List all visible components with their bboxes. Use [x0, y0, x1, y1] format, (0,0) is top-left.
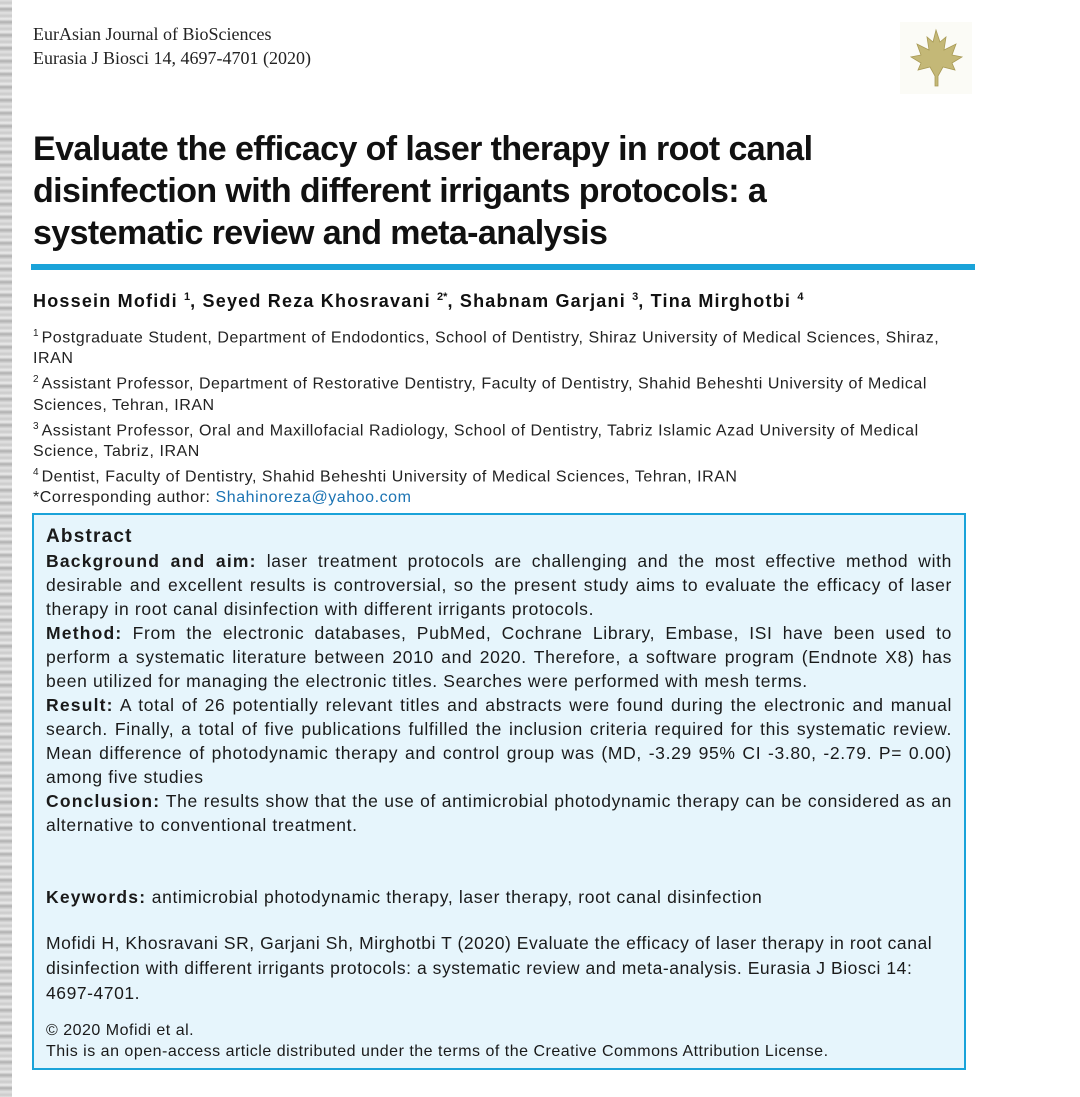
- result-label: Result:: [46, 695, 114, 715]
- background-text: laser treatment protocols are challenging and the most effective method with desirable and excellent results is controversial, so the present study aims to evaluate the efficacy of laser therapy in root canal disinfection with different irrigants protocols.: [46, 551, 953, 619]
- license-line: This is an open-access article distributed under the terms of the Creative Commons Attribution License.: [46, 1043, 829, 1060]
- conclusion-text: The results show that the use of antimicrobial photodynamic therapy can be considered as an alternative to conventional treatment.: [46, 791, 952, 835]
- result-text: A total of 26 potentially relevant titles and abstracts were found during the electronic and manual search. Finally, a total of five publications fulfilled the inclusion criteria required for this systematic review. Mean difference of photodynamic therapy and control group was (MD, -3.29 95% CI -3.80, -2.79. P= 0.00) among five studies: [46, 695, 952, 787]
- corresponding-author: [33, 487, 953, 508]
- abstract-heading: Abstract: [46, 526, 133, 547]
- abstract-result: [46, 693, 952, 789]
- page-edge-scan-strip: [0, 0, 12, 1097]
- title-divider: [31, 264, 975, 270]
- corresponding-label: *Corresponding author:: [33, 489, 211, 507]
- affiliation-sup: 1: [33, 328, 39, 339]
- journal-citation: Eurasia J Biosci 14, 4697-4701 (2020): [33, 48, 311, 68]
- maple-leaf-icon: [900, 22, 972, 94]
- article-title: Evaluate the efficacy of laser therapy in root canal disinfection with different irrigants protocols: a systematic review and meta-analysis: [33, 130, 813, 252]
- journal-name: EurAsian Journal of BioSciences: [33, 24, 272, 44]
- affiliation: [33, 369, 953, 415]
- spacer: [46, 1006, 952, 1020]
- author-name: Shabnam Garjani: [459, 291, 626, 311]
- conclusion-label: Conclusion:: [46, 791, 161, 811]
- spacer: [46, 837, 952, 885]
- method-label: Method:: [46, 623, 123, 643]
- affiliation-text: Assistant Professor, Department of Restorative Dentistry, Faculty of Dentistry, Shahid Beheshti University of Medical Sciences, Tehran, IRAN: [33, 375, 927, 414]
- copyright-line: © 2020 Mofidi et al.: [46, 1022, 195, 1039]
- abstract-conclusion: [46, 789, 952, 837]
- abstract-box: [32, 513, 966, 1070]
- affiliation-sup: 2: [33, 374, 39, 386]
- keywords-label: Keywords:: [46, 887, 147, 907]
- affiliation: [33, 323, 953, 369]
- affiliation: [33, 462, 953, 487]
- spacer: [46, 909, 952, 931]
- method-text: From the electronic databases, PubMed, Cochrane Library, Embase, ISI have been used to perform a systematic literature between 2010 and 2020. Therefore, a software program (Endnote X8) has been utilized for managing the electronic titles. Searches were performed with mesh terms.: [46, 623, 952, 691]
- abstract-background: [46, 549, 952, 621]
- journal-header: [33, 22, 311, 70]
- affiliation-sup: 3: [33, 420, 39, 432]
- author-sup: 1: [184, 291, 191, 303]
- affiliation-sup: 4: [33, 466, 39, 478]
- author-name: Hossein Mofidi: [33, 291, 178, 311]
- affiliation-text: Dentist, Faculty of Dentistry, Shahid Beheshti University of Medical Sciences, Tehran, IRAN: [41, 468, 738, 486]
- corresponding-email-link[interactable]: Shahinoreza@yahoo.com: [215, 489, 412, 507]
- background-label: Background and aim:: [46, 551, 257, 571]
- author-sup: 3: [632, 291, 639, 303]
- author-name: Tina Mirghotbi: [650, 291, 792, 311]
- how-to-cite: Mofidi H, Khosravani SR, Garjani Sh, Mirghotbi T (2020) Evaluate the efficacy of laser therapy in root canal disinfection with different irrigants protocols: a systematic review and meta-analysis. Eurasia J Biosci 14: 4697-4701.: [46, 933, 933, 1003]
- abstract-method: [46, 621, 952, 693]
- affiliations: [33, 323, 953, 508]
- affiliation-text: Assistant Professor, Oral and Maxillofacial Radiology, School of Dentistry, Tabriz Islamic Azad University of Medical Science, Tabriz, IRAN: [33, 421, 919, 460]
- affiliation: [33, 416, 953, 462]
- author-name: Seyed Reza Khosravani: [202, 291, 431, 311]
- author-list: Hossein Mofidi $^1$, Seyed Reza Khosravani $^{2*}$, Shabnam Garjani $^3$, Tina Mirghotbi $^4$: [33, 291, 804, 311]
- affiliation-text: Postgraduate Student, Department of Endodontics, School of Dentistry, Shiraz University of Medical Sciences, Shiraz, IRAN: [33, 329, 940, 368]
- author-sup: 2*: [437, 291, 448, 303]
- keywords-text: antimicrobial photodynamic therapy, laser therapy, root canal disinfection: [151, 887, 763, 907]
- author-sup: 4: [797, 291, 804, 303]
- abstract-keywords: [46, 885, 952, 909]
